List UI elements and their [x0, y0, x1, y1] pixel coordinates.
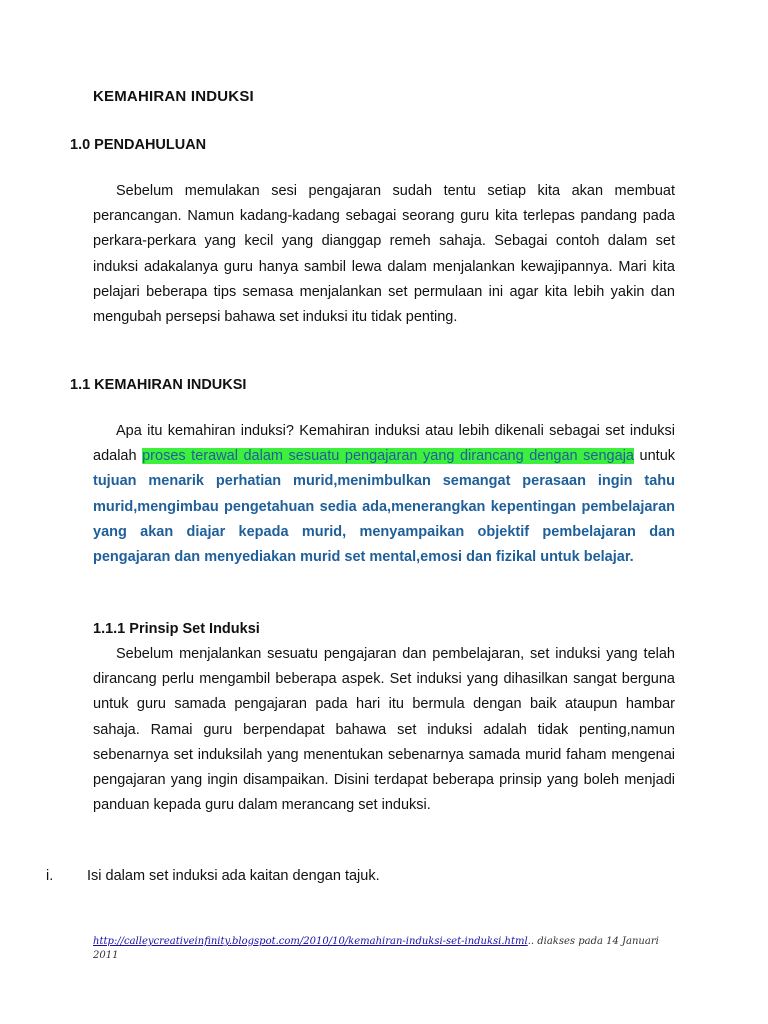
section-heading-prinsip-set-induksi: 1.1.1 Prinsip Set Induksi [93, 621, 260, 637]
paragraph-text-mid: untuk [633, 448, 676, 465]
paragraph-pendahuluan: Sebelum memulakan sesi pengajaran sudah tentu setiap kita akan membuat perancangan. Namun kadang-kadang sebagai seorang guru kita terlepas pandang pada perkara-perkara yang kecil yang dianggap remeh sahaja. Sebagai contoh dalam set induksi adakalanya guru hanya sambil lewa dalam menjalankan kewajipannya. Mari kita pelajari beberapa tips semasa menjalankan set permulaan ini agar kita lebih yakin dan mengubah persepsi bahawa set induksi itu tidak penting. [93, 183, 675, 326]
footnote [93, 935, 675, 963]
section-heading-pendahuluan: 1.0 PENDAHULUAN [70, 137, 207, 153]
document-title: KEMAHIRAN INDUKSI [93, 88, 254, 105]
bold-blue-text: tujuan menarik perhatian murid,menimbulkan semangat perasaan ingin tahu murid,mengimbau pengetahuan sedia ada,menerangkan kepentingan pembelajaran yang akan diajar kepada murid, menyampaikan objektif pembelajaran dan pengajaran dan menyediakan murid set mental,emosi dan fizikal untuk belajar. [93, 473, 675, 566]
list-item-number: i. [46, 868, 54, 884]
highlighted-text: proses terawal dalam sesuatu pengajaran yang dirancang dengan sengaja [142, 448, 634, 465]
paragraph-prinsip-set-induksi: Sebelum menjalankan sesuatu pengajaran dan pembelajaran, set induksi yang telah dirancang perlu mengambil beberapa aspek. Set induksi yang dihasilkan sangat berguna untuk guru samada pengajaran pada hari itu bermula dengan baik ataupun hambar sahaja. Ramai guru berpendapat bahawa set induksi adalah tidak penting,namun sebenarnya set induksilah yang menentukan sebenarnya samada murid faham mengenai pengajaran yang ingin disampaikan. Disini terdapat beberapa prinsip yang boleh menjadi panduan kepada guru dalam merancang set induksi. [93, 646, 675, 814]
paragraph-kemahiran-induksi [93, 419, 675, 570]
section-heading-kemahiran-induksi: 1.1 KEMAHIRAN INDUKSI [70, 377, 247, 393]
list-item-text: Isi dalam set induksi ada kaitan dengan tajuk. [87, 868, 380, 884]
paragraph-text-start: Apa itu kemahiran induksi? Kemahiran induksi atau lebih dikenali sebagai set induksi adalah [93, 423, 675, 465]
footnote-link[interactable]: http://calleycreativeinfinity.blogspot.com/2010/10/kemahiran-induksi-set-induksi.html [93, 936, 528, 947]
footnote-suffix: .. diakses pada 14 Januari 2011 [93, 936, 659, 961]
